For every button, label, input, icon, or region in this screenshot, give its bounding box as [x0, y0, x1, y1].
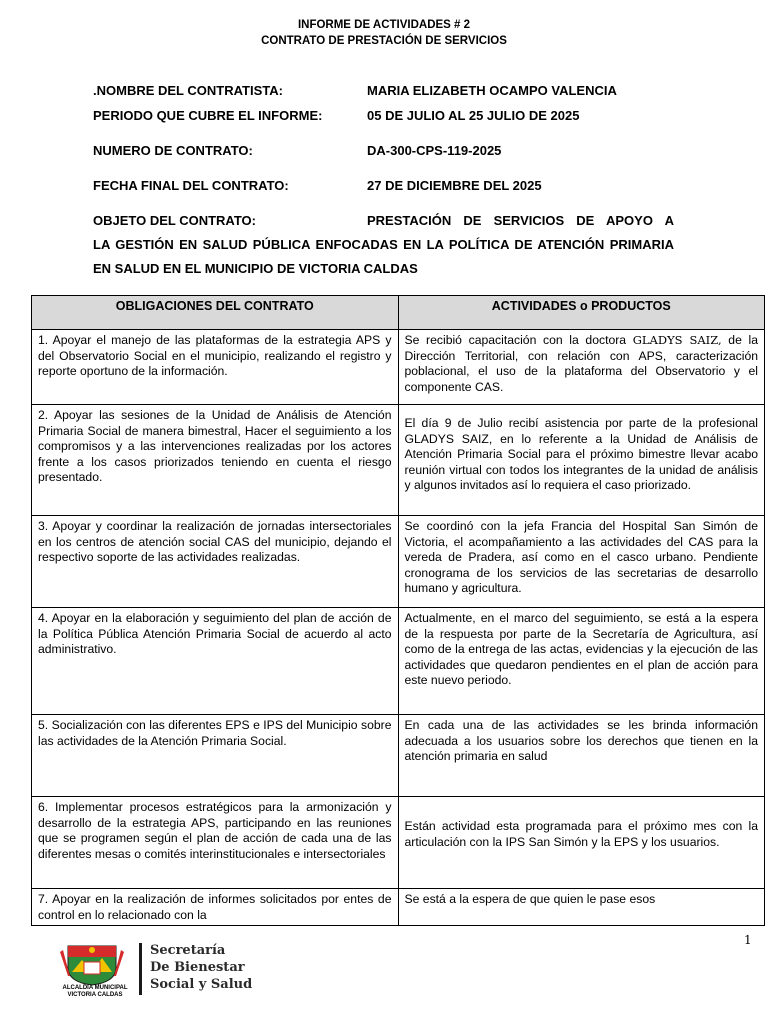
department-line: Social y Salud [150, 977, 253, 992]
contract-object [93, 209, 674, 281]
activity-cell: Se está a la espera de que quien le pase esos [398, 889, 765, 926]
activity-cell: Están actividad esta programada para el próximo mes con la articulación con la IPS San Simón y la EPS y los usuarios. [398, 797, 765, 889]
activity-text: Se recibió capacitación con la doctora [404, 333, 633, 347]
meta-value: DA-300-CPS-119-2025 [367, 143, 502, 158]
obligation-cell: 7. Apoyar en la realización de informes solicitados por entes de control en lo relacionado con la [32, 889, 399, 926]
meta-label: PERIODO QUE CUBRE EL INFORME: [93, 108, 323, 123]
obligation-cell: 5. Socialización con las diferentes EPS e IPS del Municipio sobre las actividades de la Atención Primaria Social. [32, 715, 399, 797]
municipality-line: ALCALDIA MUNICIPAL [62, 985, 128, 991]
table-row [32, 889, 765, 926]
activity-cell: Actualmente, en el marco del seguimiento, se está a la espera de la respuesta por parte de la Secretaría de Agricultura, así como de la entrega de las actas, evidencias y la ejecución de las actividades que quedaron pendientes en el plan de acción para este nuevo periodo. [398, 608, 765, 715]
obligation-cell: 1. Apoyar el manejo de las plataformas de la estrategia APS y del Observatorio Social en el municipio, realizando el registro y reporte oportuno de la información. [32, 330, 399, 405]
activities-table [31, 295, 765, 926]
table-row [32, 330, 765, 405]
table-row [32, 715, 765, 797]
column-header-activities: ACTIVIDADES o PRODUCTOS [398, 296, 765, 330]
obligation-cell: 6. Implementar procesos estratégicos para la armonización y desarrollo de la estrategia APS, participando en las reuniones que se programen según el plan de acción de cada una de las diferentes mesas o comités interinstitucionales e intersectoriales [32, 797, 399, 889]
table-row [32, 797, 765, 889]
activity-cell: El día 9 de Julio recibí asistencia por parte de la profesional GLADYS SAIZ, en lo referente a la Unidad de Análisis de Atención Primaria Social para el próximo bimestre llevar acabo reunión virtual con todos los integrantes de la unidad de análisis y algunos invitados así lo requiera el caso priorizado. [398, 405, 765, 516]
column-header-obligations: OBLIGACIONES DEL CONTRATO [32, 296, 399, 330]
department-line: Secretaría [150, 943, 226, 958]
logo-divider [139, 943, 142, 995]
meta-label: FECHA FINAL DEL CONTRATO: [93, 178, 289, 193]
activity-text: de la Dirección Territorial, con relación con APS, caracterización poblacional, el uso de la plataforma del Observatorio y el componente CAS. [404, 333, 758, 394]
table-row [32, 516, 765, 608]
footer-logo [54, 940, 268, 998]
activity-cell [398, 330, 765, 405]
person-name: GLADYS SAIZ, [632, 333, 722, 347]
municipality-caption [54, 985, 136, 998]
municipal-crest-icon [58, 942, 126, 986]
report-subtitle: CONTRATO DE PRESTACIÓN DE SERVICIOS [261, 35, 507, 47]
table-row [32, 608, 765, 715]
meta-value: 05 DE JULIO AL 25 JULIO DE 2025 [367, 108, 580, 123]
report-title: INFORME DE ACTIVIDADES # 2 [297, 19, 471, 31]
activity-cell: En cada una de las actividades se les brinda información adecuada a los usuarios sobre los derechos que tienen en la atención primaria en salud [398, 715, 765, 797]
page-number: 1 [744, 933, 752, 947]
meta-label: NUMERO DE CONTRATO: [93, 143, 253, 158]
table-row [32, 405, 765, 516]
obligation-cell: 4. Apoyar en la elaboración y seguimiento del plan de acción de la Política Pública Atención Primaria Social de acuerdo al acto administrativo. [32, 608, 399, 715]
municipality-line: VICTORIA CALDAS [67, 991, 123, 998]
object-label: OBJETO DEL CONTRATO: [93, 213, 256, 228]
obligation-cell: 2. Apoyar las sesiones de la Unidad de Análisis de Atención Primaria Social de manera bimestral, Hacer el seguimiento a los compromisos y a las intervenciones realizadas por los actores frente a los casos priorizados teniendo en cuenta el riesgo presentado. [32, 405, 399, 516]
department-line: De Bienestar [150, 960, 245, 975]
meta-label: .NOMBRE DEL CONTRATISTA: [93, 83, 283, 98]
activity-cell: Se coordinó con la jefa Francia del Hospital San Simón de Victoria, el acompañamiento a las actividades del CAS para la vereda de Pradera, así como en el casco urbano. Pendiente cronograma de los servicios de las secretarias de desarrollo humano y agricultura. [398, 516, 765, 608]
obligation-cell: 3. Apoyar y coordinar la realización de jornadas intersectoriales en los centros de atención social CAS del municipio, dejando el respectivo soporte de las actividades realizadas. [32, 516, 399, 608]
department-name [150, 942, 252, 993]
meta-value: MARIA ELIZABETH OCAMPO VALENCIA [367, 83, 617, 98]
meta-value: 27 DE DICIEMBRE DEL 2025 [367, 178, 542, 193]
object-value-first: PRESTACIÓN DE SERVICIOS DE APOYO A [367, 213, 674, 228]
object-value-rest: LA GESTIÓN EN SALUD PÚBLICA ENFOCADAS EN LA POLÍTICA DE ATENCIÓN PRIMARIA EN SALUD EN EL MUNICIPIO DE VICTORIA CALDAS [93, 237, 674, 276]
